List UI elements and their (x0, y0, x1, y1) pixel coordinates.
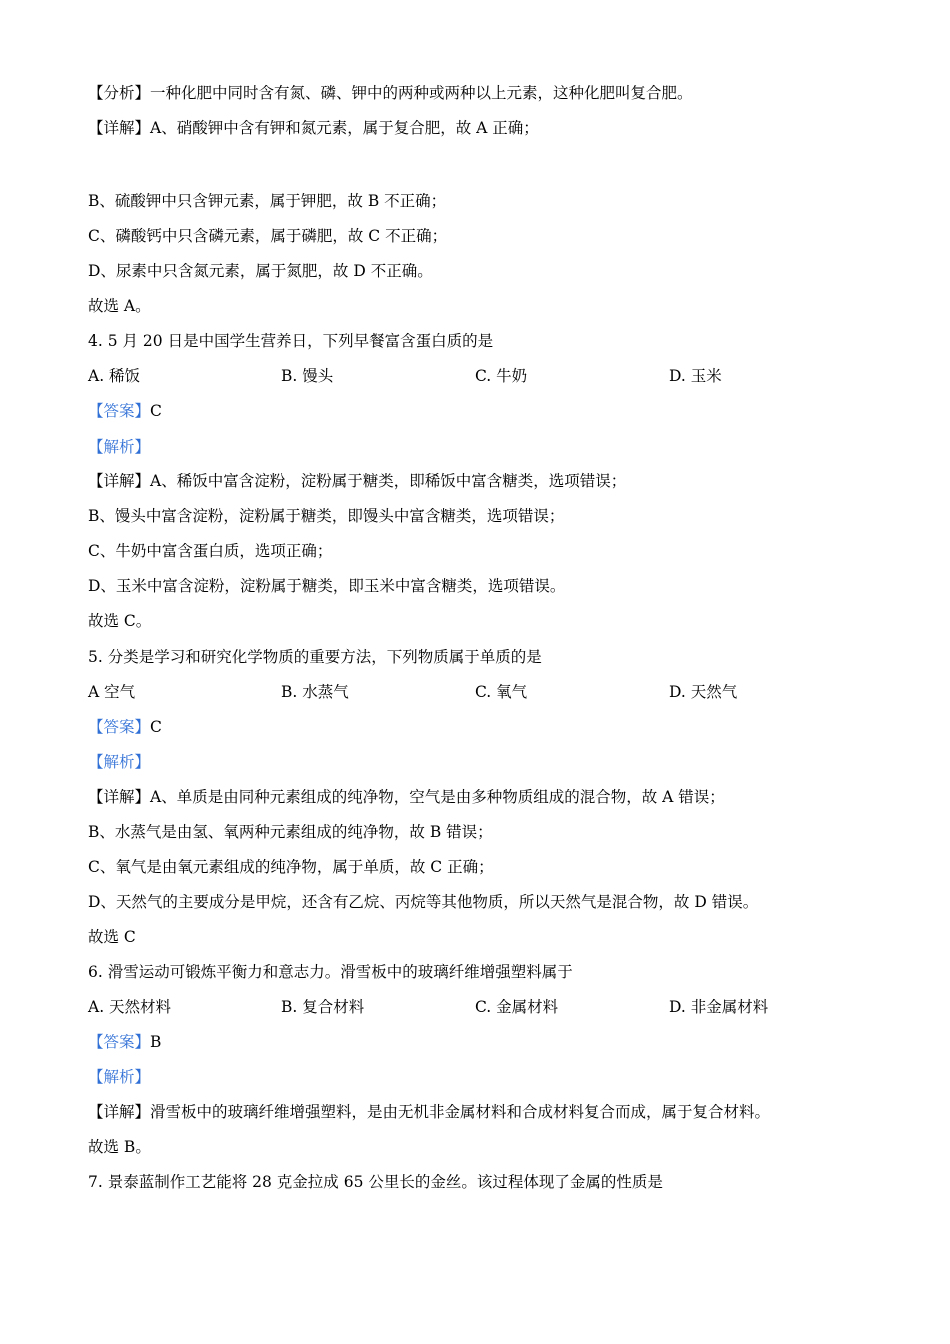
q4-option-c: C. 牛奶 (475, 367, 528, 385)
q6-option-b: B. 复合材料 (281, 998, 365, 1016)
q5-detail-a: 【详解】A、单质是由同种元素组成的纯净物，空气是由多种物质组成的混合物，故 A 错误； (88, 788, 725, 806)
q6-option-d: D. 非金属材料 (669, 998, 769, 1016)
q3-analysis: 【分析】一种化肥中同时含有氮、磷、钾中的两种或两种以上元素，这种化肥叫复合肥。 (88, 84, 693, 102)
q6-conclusion: 故选 B。 (88, 1138, 151, 1156)
q6-option-a: A. 天然材料 (88, 998, 172, 1016)
q4-detail-a: 【详解】A、稀饭中富含淀粉，淀粉属于糖类，即稀饭中富含糖类，选项错误； (88, 472, 627, 490)
q5-option-a: A 空气 (88, 683, 136, 701)
q4-detail-d: D、玉米中富含淀粉，淀粉属于糖类，即玉米中富含糖类，选项错误。 (88, 577, 566, 595)
q6-answer: 【答案】B (88, 1033, 162, 1051)
answer-tag: 【答案】 (88, 1033, 151, 1051)
analysis-tag: 【分析】 (88, 84, 151, 102)
q5-detail-c: C、氧气是由氧元素组成的纯净物，属于单质，故 C 正确； (88, 858, 494, 876)
q4-option-b: B. 馒头 (281, 367, 334, 385)
q6-detail: 【详解】滑雪板中的玻璃纤维增强塑料，是由无机非金属材料和合成材料复合而成，属于复合材料。 (88, 1103, 771, 1121)
q5-stem: 5. 分类是学习和研究化学物质的重要方法，下列物质属于单质的是 (88, 648, 542, 666)
q7-stem: 7. 景泰蓝制作工艺能将 28 克金拉成 65 公里长的金丝。该过程体现了金属的性质是 (88, 1173, 663, 1191)
q5-detail-d: D、天然气的主要成分是甲烷，还含有乙烷、丙烷等其他物质，所以天然气是混合物，故 D 错误。 (88, 893, 759, 911)
q6-stem: 6. 滑雪运动可锻炼平衡力和意志力。滑雪板中的玻璃纤维增强塑料属于 (88, 963, 573, 981)
q5-answer: 【答案】C (88, 718, 162, 736)
q5-detail-b: B、水蒸气是由氢、氧两种元素组成的纯净物，故 B 错误； (88, 823, 493, 841)
detail-tag: 【详解】 (88, 119, 151, 137)
detail-tag: 【详解】 (88, 788, 151, 806)
q6-explain-tag: 【解析】 (88, 1068, 151, 1086)
q4-answer: 【答案】C (88, 402, 162, 420)
q4-option-d: D. 玉米 (669, 367, 722, 385)
answer-tag: 【答案】 (88, 402, 151, 420)
detail-tag: 【详解】 (88, 1103, 151, 1121)
q3-detail-b: B、硫酸钾中只含钾元素，属于钾肥，故 B 不正确； (88, 192, 447, 210)
q4-conclusion: 故选 C。 (88, 612, 152, 630)
q5-conclusion: 故选 C (88, 928, 136, 946)
q5-option-c: C. 氧气 (475, 683, 528, 701)
q3-detail-a: 【详解】A、硝酸钾中含有钾和氮元素，属于复合肥，故 A 正确； (88, 119, 539, 137)
detail-tag: 【详解】 (88, 472, 151, 490)
q5-option-d: D. 天然气 (669, 683, 738, 701)
q4-explain-tag: 【解析】 (88, 438, 151, 456)
q5-option-b: B. 水蒸气 (281, 683, 349, 701)
q3-detail-d: D、尿素中只含氮元素，属于氮肥，故 D 不正确。 (88, 262, 433, 280)
q3-conclusion: 故选 A。 (88, 297, 151, 315)
q4-detail-b: B、馒头中富含淀粉，淀粉属于糖类，即馒头中富含糖类，选项错误； (88, 507, 565, 525)
answer-tag: 【答案】 (88, 718, 151, 736)
q4-detail-c: C、牛奶中富含蛋白质，选项正确； (88, 542, 333, 560)
q5-explain-tag: 【解析】 (88, 753, 151, 771)
q3-detail-c: C、磷酸钙中只含磷元素，属于磷肥，故 C 不正确； (88, 227, 448, 245)
q6-option-c: C. 金属材料 (475, 998, 559, 1016)
q4-option-a: A. 稀饭 (88, 367, 141, 385)
q4-stem: 4. 5 月 20 日是中国学生营养日，下列早餐富含蛋白质的是 (88, 332, 494, 350)
